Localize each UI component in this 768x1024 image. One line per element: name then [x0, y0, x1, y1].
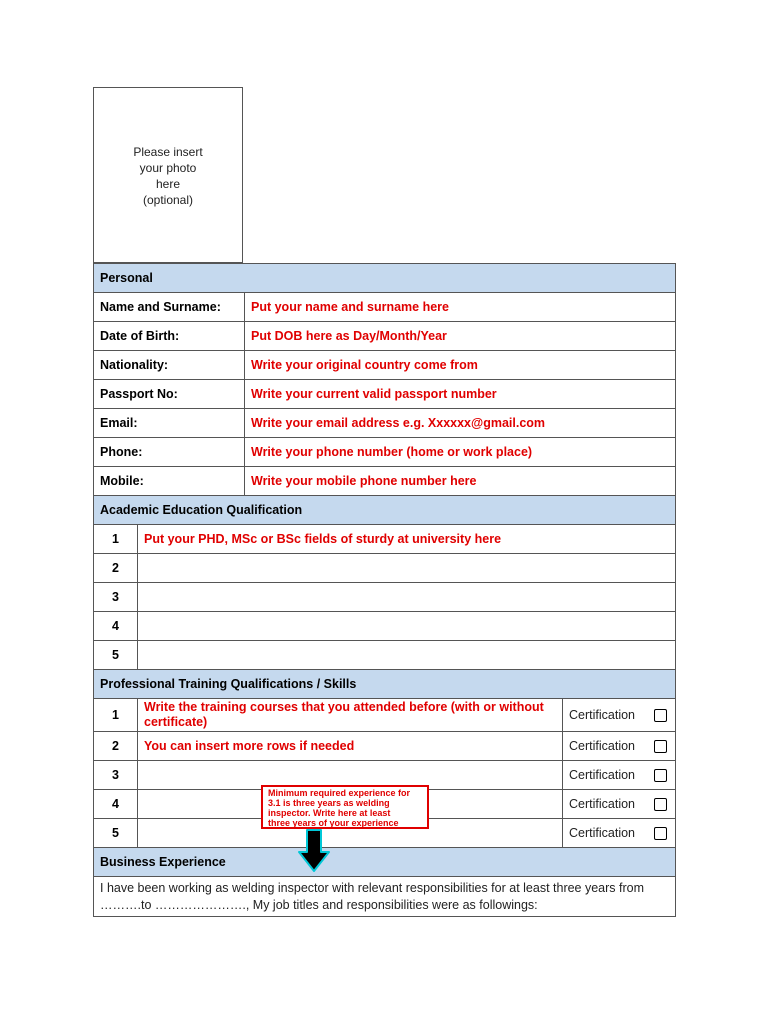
section-title: Business Experience: [94, 848, 676, 877]
arrow-down-icon: [297, 829, 331, 873]
row-number: 2: [94, 732, 138, 761]
dob-field[interactable]: Put DOB here as Day/Month/Year: [245, 322, 676, 351]
academic-row: [94, 612, 676, 641]
academic-row: [94, 525, 676, 554]
callout-text-line: 3.1 is three years as welding: [268, 798, 390, 808]
academic-field[interactable]: [138, 612, 676, 641]
certification-label: Certification: [569, 768, 635, 782]
email-field[interactable]: Write your email address e.g. Xxxxxx@gmail.com: [245, 409, 676, 438]
field-label: Nationality:: [94, 351, 245, 380]
certification-checkbox[interactable]: [654, 709, 667, 722]
photo-instructions: [94, 144, 242, 208]
row-number: 5: [94, 819, 138, 848]
mobile-field[interactable]: Write your mobile phone number here: [245, 467, 676, 496]
certification-label: Certification: [569, 708, 635, 722]
form-row: [94, 438, 676, 467]
nationality-field[interactable]: Write your original country come from: [245, 351, 676, 380]
row-number: 3: [94, 583, 138, 612]
section-title: Personal: [94, 264, 676, 293]
training-field[interactable]: You can insert more rows if needed: [138, 732, 563, 761]
phone-field[interactable]: Write your phone number (home or work place): [245, 438, 676, 467]
name-field[interactable]: Put your name and surname here: [245, 293, 676, 322]
certification-cell: [563, 699, 676, 732]
certification-cell: [563, 790, 676, 819]
row-number: 1: [94, 525, 138, 554]
field-label: Phone:: [94, 438, 245, 467]
academic-field[interactable]: [138, 641, 676, 670]
form-row: [94, 380, 676, 409]
field-label: Email:: [94, 409, 245, 438]
certification-cell: [563, 761, 676, 790]
photo-text-line: Please insert: [133, 145, 203, 159]
callout-text-line: Minimum required experience for: [268, 788, 411, 798]
experience-callout: [261, 785, 429, 829]
row-number: 4: [94, 612, 138, 641]
row-number: 4: [94, 790, 138, 819]
academic-row: [94, 583, 676, 612]
certification-label: Certification: [569, 826, 635, 840]
section-title: Professional Training Qualifications / Skills: [94, 670, 676, 699]
academic-field[interactable]: [138, 583, 676, 612]
callout-text-line: three years of your experience: [268, 818, 399, 828]
form-row: [94, 322, 676, 351]
form-row: [94, 467, 676, 496]
form-row: [94, 293, 676, 322]
callout-text-line: inspector. Write here at least: [268, 808, 391, 818]
certification-checkbox[interactable]: [654, 827, 667, 840]
academic-row: [94, 641, 676, 670]
section-header-training: [94, 670, 676, 699]
certification-cell: [563, 819, 676, 848]
training-row: [94, 699, 676, 732]
business-text-line: ……….to …………………., My job titles and responsibilities were as followings:: [100, 897, 538, 912]
academic-field[interactable]: [138, 554, 676, 583]
certification-label: Certification: [569, 797, 635, 811]
photo-text-line: here: [155, 177, 181, 191]
field-label: Passport No:: [94, 380, 245, 409]
certification-label: Certification: [569, 739, 635, 753]
certification-checkbox[interactable]: [654, 769, 667, 782]
row-number: 1: [94, 699, 138, 732]
section-header-academic: [94, 496, 676, 525]
row-number: 3: [94, 761, 138, 790]
section-header-business: [94, 848, 676, 877]
field-label: Name and Surname:: [94, 293, 245, 322]
photo-text-line: your photo: [139, 161, 197, 175]
row-number: 5: [94, 641, 138, 670]
certification-cell: [563, 732, 676, 761]
business-text-field[interactable]: [94, 877, 676, 917]
form-row: [94, 351, 676, 380]
row-number: 2: [94, 554, 138, 583]
certification-checkbox[interactable]: [654, 740, 667, 753]
section-header-personal: [94, 264, 676, 293]
form-row: [94, 409, 676, 438]
academic-field[interactable]: Put your PHD, MSc or BSc fields of sturdy at university here: [138, 525, 676, 554]
passport-field[interactable]: Write your current valid passport number: [245, 380, 676, 409]
training-field[interactable]: Write the training courses that you attended before (with or without certificate): [138, 699, 563, 732]
training-row: [94, 732, 676, 761]
academic-row: [94, 554, 676, 583]
field-label: Mobile:: [94, 467, 245, 496]
field-label: Date of Birth:: [94, 322, 245, 351]
photo-placeholder[interactable]: [93, 87, 243, 263]
business-row: [94, 877, 676, 917]
photo-text-line: (optional): [142, 193, 194, 207]
business-text-line: I have been working as welding inspector with relevant responsibilities for at least three years from: [100, 880, 645, 895]
certification-checkbox[interactable]: [654, 798, 667, 811]
section-title: Academic Education Qualification: [94, 496, 676, 525]
